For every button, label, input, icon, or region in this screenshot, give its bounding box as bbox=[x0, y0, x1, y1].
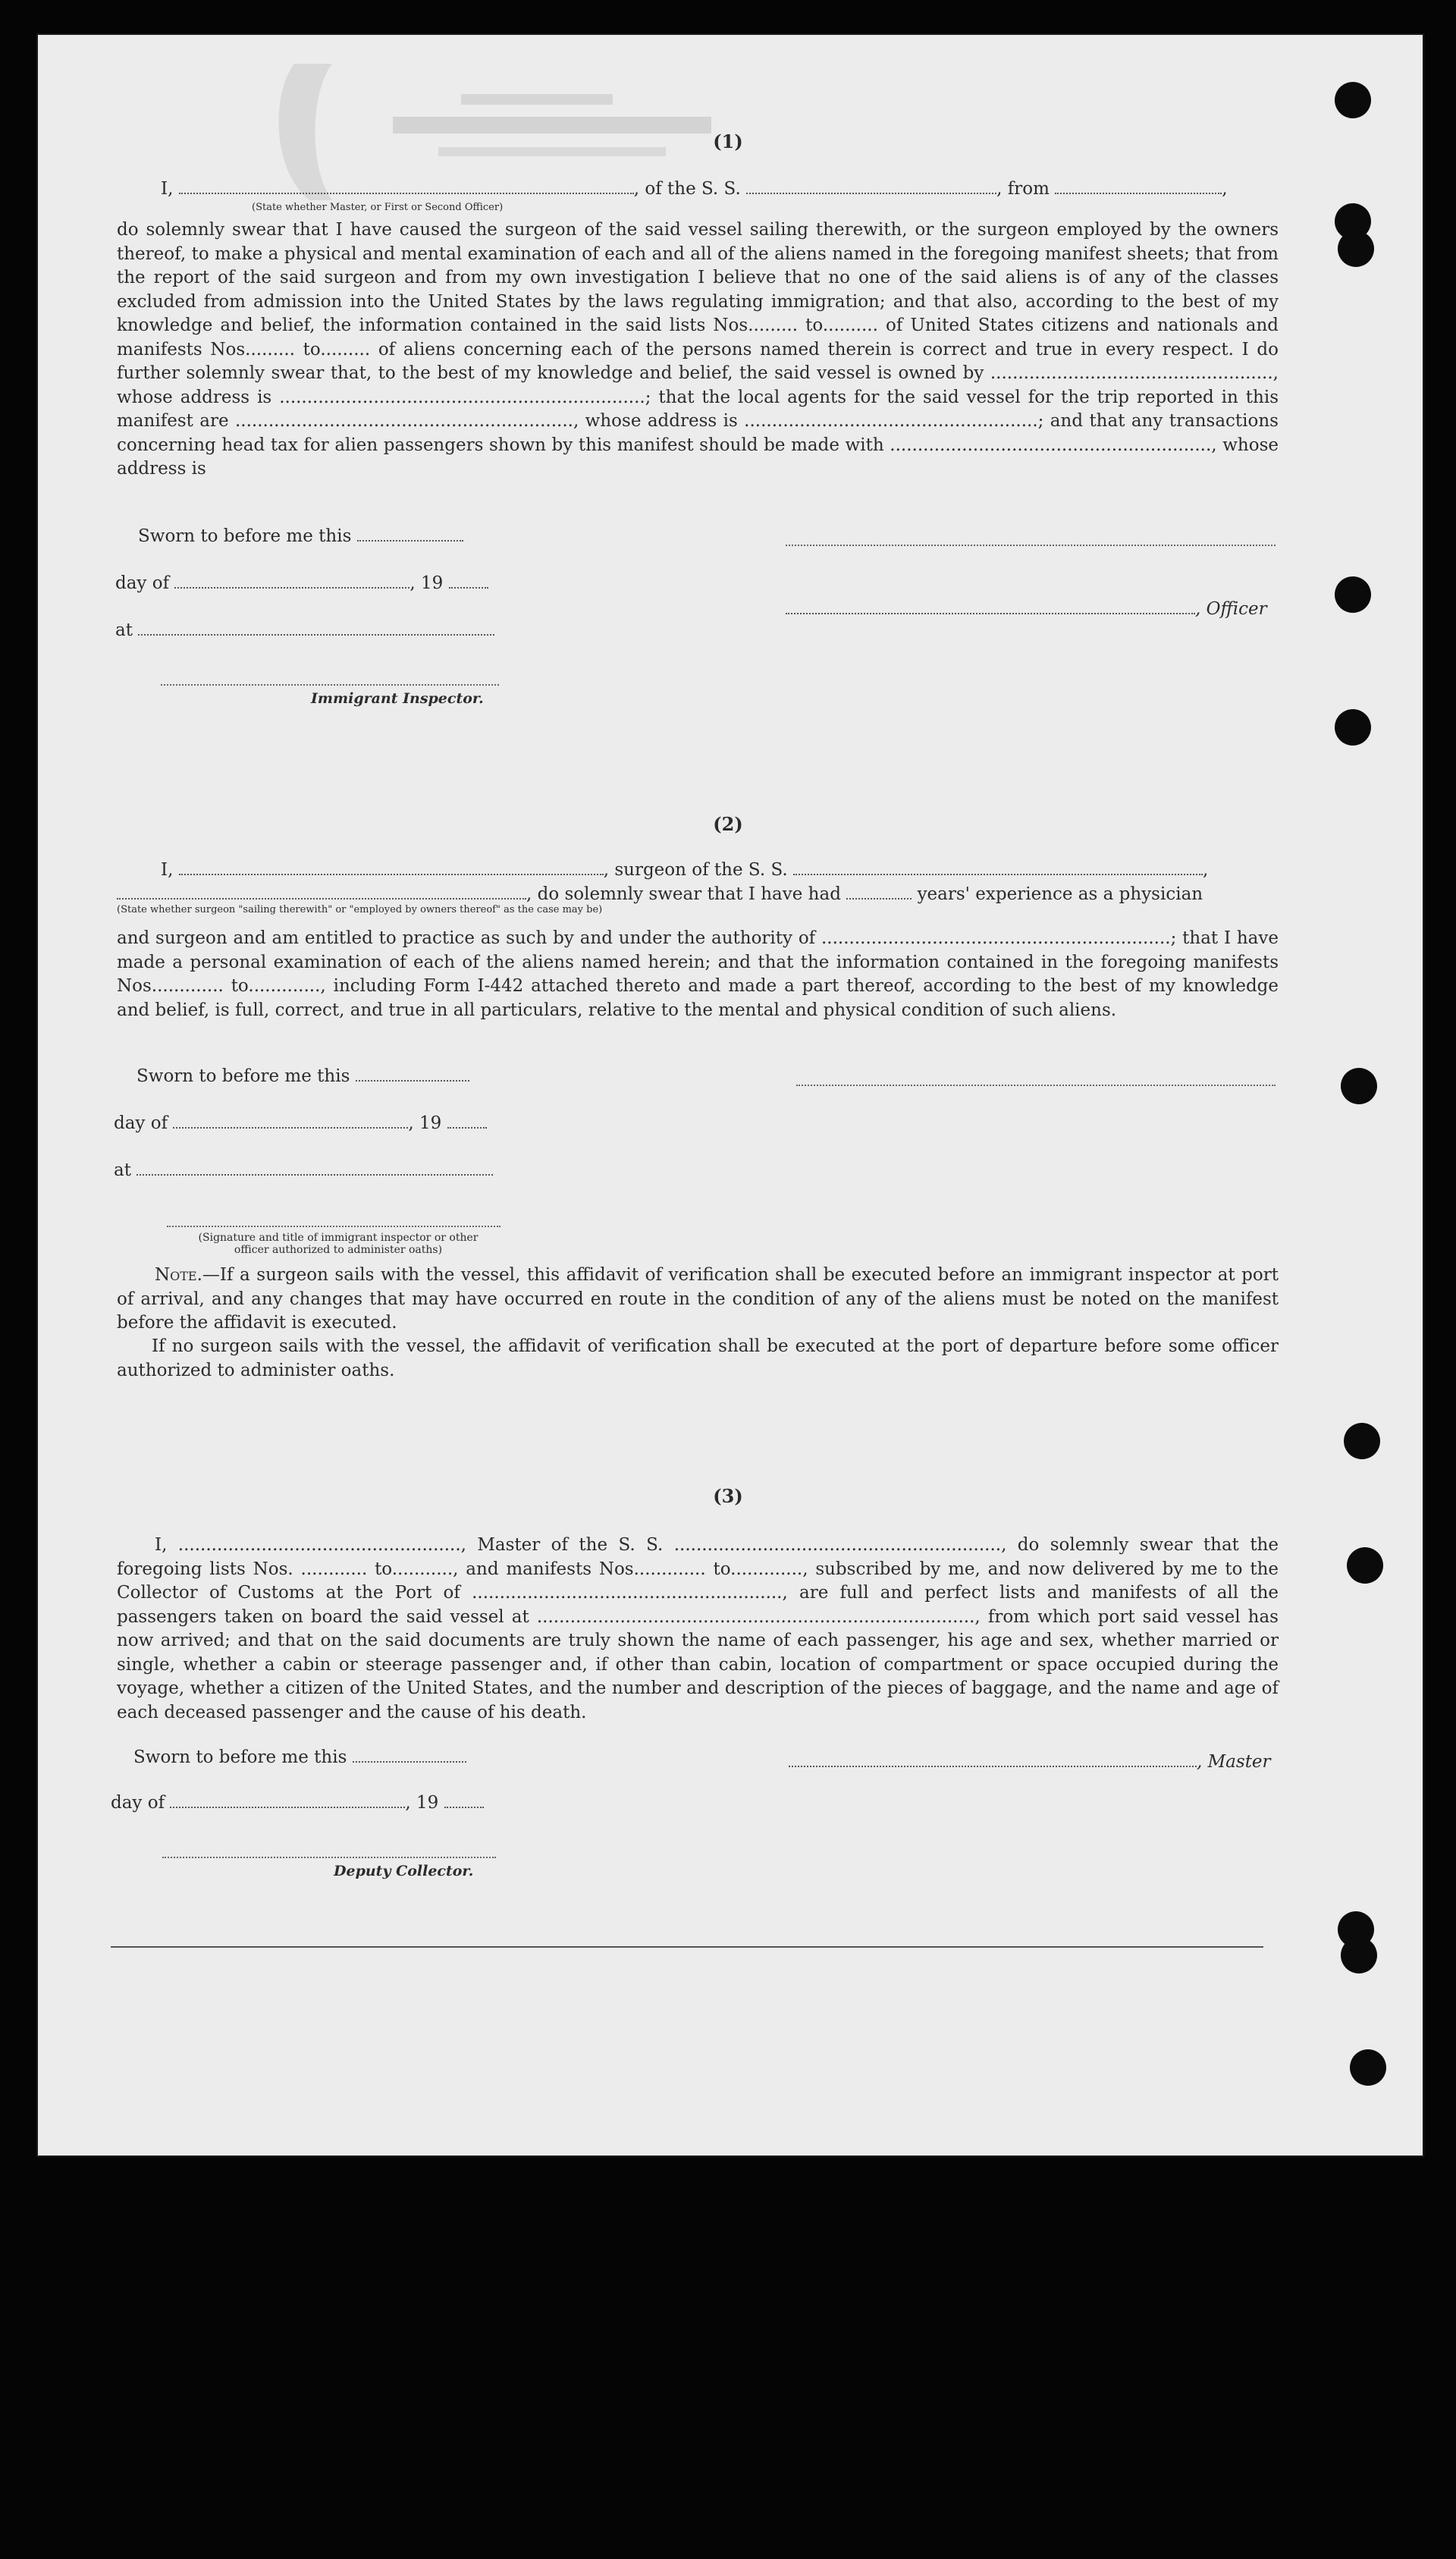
inspector-signature-line[interactable] bbox=[161, 684, 499, 686]
master-signature-field[interactable] bbox=[789, 1752, 1197, 1767]
sworn-day-field[interactable] bbox=[356, 1066, 469, 1082]
sworn-line-3 bbox=[133, 1747, 466, 1767]
sworn-line-1 bbox=[138, 526, 463, 546]
surgeon-name-field[interactable] bbox=[179, 860, 604, 875]
section-1-oath-text: do solemnly swear that I have caused the surgeon of the said vessel sailing therewith, or the surgeon employed by the owners thereof, to make a physical and mental examination of each and all of the aliens named in the foregoing manifest sheets; that from the report of the said surgeon and from my own investigation I believe that no one of the said aliens is of any of the classes excluded from admission into the United States by the laws regulating immigration; and that also, according to the best of my knowledge and belief, the information contained in the said lists Nos......... to.......... of United States citizens and nationals and manifests Nos......... to......... of aliens concerning each of the persons named therein is correct and true in every respect. I do further solemnly swear that, to the best of my knowledge and belief, the said vessel is owned by ..................................................., whose address is ..................................................................; that the local agents for the said vessel for the trip reported in this manifest are ............................................................., whose address is .....................................................; and that any transactions concerning head tax for alien passengers shown by this manifest should be made with .........................................................., whose address is bbox=[117, 220, 1279, 479]
officer-title-caption: (State whether Master, or First or Second Officer) bbox=[252, 202, 504, 213]
year-field[interactable] bbox=[444, 1793, 484, 1808]
month-field[interactable] bbox=[173, 1113, 408, 1129]
inspector-caption: Immigrant Inspector. bbox=[311, 690, 484, 707]
from-port-field[interactable] bbox=[1055, 179, 1222, 194]
day-of-label: day of bbox=[115, 573, 170, 593]
officer-name-field[interactable] bbox=[786, 599, 1195, 614]
years-field[interactable] bbox=[846, 884, 912, 900]
section-2-first-line: I, , surgeon of the S. S. , bbox=[161, 860, 1209, 880]
surgeon-status-field[interactable] bbox=[117, 884, 526, 900]
inspector-signature-line[interactable] bbox=[167, 1226, 500, 1227]
punch-hole bbox=[1335, 576, 1371, 613]
officer-line bbox=[786, 599, 1267, 619]
swear-label: , do solemnly swear that I have had bbox=[526, 884, 841, 904]
years-label: years' experience as a physician bbox=[917, 884, 1203, 904]
collector-caption: Deputy Collector. bbox=[334, 1863, 474, 1879]
year-label: , 19 bbox=[405, 1793, 439, 1813]
section-2-oath-text: and surgeon and am entitled to practice as such by and under the authority of ...............................................................; that I have made a personal examination of each of the aliens named herein; and that the information contained in the foregoing manifests Nos............. to............., including Form I-442 attached thereto and made a part thereof, according to the best of my knowledge and belief, is full, correct, and true in all particulars, relative to the mental and physical condition of such aliens. bbox=[117, 928, 1279, 1020]
section-1-first-line: I, , of the S. S. , from , bbox=[161, 179, 1228, 199]
vessel-name-field[interactable] bbox=[746, 179, 996, 194]
year-field[interactable] bbox=[447, 1113, 487, 1129]
officer-signature-line[interactable] bbox=[786, 545, 1276, 546]
punch-hole bbox=[1350, 2049, 1386, 2086]
officer-label: , Officer bbox=[1195, 599, 1267, 619]
year-label: , 19 bbox=[410, 573, 444, 593]
day-of-label: day of bbox=[114, 1113, 168, 1133]
punch-hole bbox=[1344, 1423, 1380, 1459]
day-of-line-3 bbox=[111, 1793, 484, 1813]
day-of-line-2 bbox=[114, 1113, 487, 1133]
year-field[interactable] bbox=[449, 573, 488, 589]
at-label: at bbox=[115, 620, 133, 640]
surgeon-signature-line[interactable] bbox=[796, 1085, 1276, 1086]
i-label: I, bbox=[161, 179, 174, 199]
officer-title-field[interactable] bbox=[179, 179, 634, 194]
collector-signature-line[interactable] bbox=[162, 1857, 496, 1858]
note-text: —If a surgeon sails with the vessel, this affidavit of verification shall be executed before an immigrant inspector at port of arrival, and any changes that may have occurred en route in the condition of any of the aliens must be noted on the manifest before the affidavit is executed. bbox=[117, 1265, 1279, 1333]
signature-title-caption: (Signature and title of immigrant inspector or other officer authorized to administer oaths) bbox=[198, 1232, 479, 1256]
at-place-field[interactable] bbox=[136, 1160, 493, 1176]
surgeon-vessel-field[interactable] bbox=[793, 860, 1203, 875]
bottom-rule bbox=[111, 1946, 1263, 1948]
section-3-number: (3) bbox=[713, 1485, 743, 1507]
month-field[interactable] bbox=[170, 1793, 405, 1808]
at-line-2 bbox=[114, 1160, 493, 1180]
master-line bbox=[789, 1752, 1271, 1772]
punch-hole bbox=[1347, 1547, 1383, 1584]
section-1-number: (1) bbox=[713, 130, 743, 152]
day-of-label: day of bbox=[111, 1793, 165, 1813]
punch-hole bbox=[1338, 231, 1374, 267]
at-label: at bbox=[114, 1160, 131, 1180]
surgeon-of-ss-label: , surgeon of the S. S. bbox=[603, 860, 788, 880]
surgeon-note bbox=[117, 1264, 1279, 1336]
day-of-line-1 bbox=[115, 573, 488, 593]
section-2-number: (2) bbox=[713, 813, 743, 835]
section-3-oath-text: I, ..................................................., Master of the S. S. ..........................................................., do solemnly swear that the foregoing lists Nos. ............ to..........., and manifests Nos............. to............., subscribed by me, and now delivered by me to the Collector of Customs at the Port of ........................................................, are full and perfect lists and manifests of all the passengers taken on board the said vessel at ..............................................................................., from which port said vessel has now arrived; and that on the said documents are truly shown the name of each passenger, his age and sex, whether married or single, whether a cabin or steerage passenger and, if other than cabin, location of compartment or space occupied during the voyage, whether a citizen of the United States, and the number and description of the pieces of baggage, and the name and age of each deceased passenger and the cause of his death. bbox=[117, 1535, 1279, 1722]
sworn-day-field[interactable] bbox=[357, 526, 463, 542]
punch-hole bbox=[1335, 82, 1371, 118]
of-ss-label: , of the S. S. bbox=[633, 179, 741, 199]
sworn-label: Sworn to before me this bbox=[136, 1066, 350, 1086]
section-2-second-line bbox=[117, 884, 1203, 904]
year-label: , 19 bbox=[408, 1113, 442, 1133]
punch-hole bbox=[1341, 1068, 1377, 1104]
punch-hole bbox=[1335, 709, 1371, 746]
note-label: Note. bbox=[155, 1265, 202, 1285]
sworn-day-field[interactable] bbox=[353, 1747, 466, 1763]
no-surgeon-note bbox=[117, 1335, 1279, 1383]
surgeon-status-caption: (State whether surgeon "sailing therewith" or "employed by owners thereof" as the case may be) bbox=[117, 904, 603, 915]
at-place-field[interactable] bbox=[138, 620, 494, 636]
from-label: , from bbox=[996, 179, 1050, 199]
sworn-label: Sworn to before me this bbox=[133, 1747, 347, 1767]
sworn-line-2 bbox=[136, 1066, 469, 1086]
sworn-label: Sworn to before me this bbox=[138, 526, 352, 546]
i-label: I, bbox=[161, 860, 174, 880]
at-line-1 bbox=[115, 620, 494, 640]
punch-hole bbox=[1341, 1937, 1377, 1973]
note-2-text: If no surgeon sails with the vessel, the affidavit of verification shall be executed at the port of departure before some officer authorized to administer oaths. bbox=[117, 1336, 1279, 1380]
month-field[interactable] bbox=[174, 573, 410, 589]
master-label: , Master bbox=[1197, 1752, 1271, 1772]
